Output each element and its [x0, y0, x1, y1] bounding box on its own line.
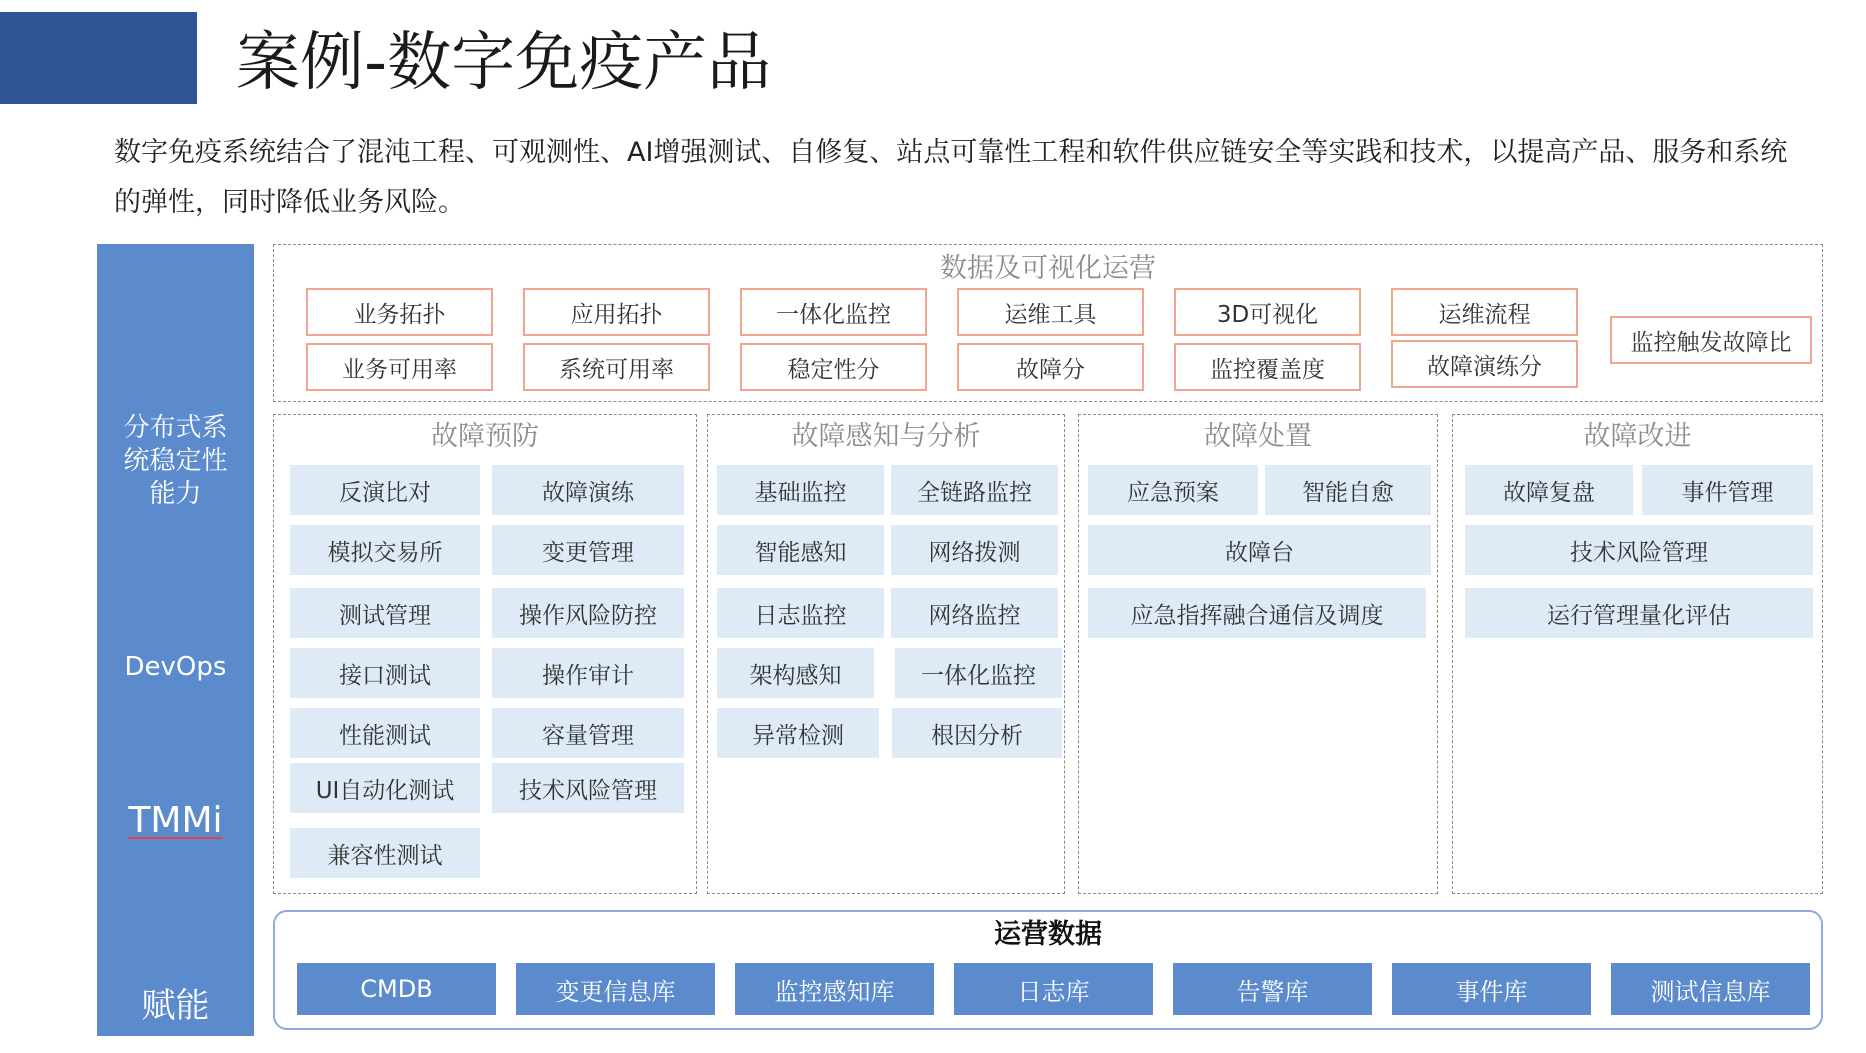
prevention-item: 容量管理 — [492, 708, 684, 758]
perception-item: 日志监控 — [717, 588, 884, 638]
page-title: 案例-数字免疫产品 — [236, 26, 772, 100]
visual-item: 业务拓扑 — [306, 288, 493, 336]
prevention-item: 变更管理 — [492, 525, 684, 575]
visual-item: 一体化监控 — [740, 288, 927, 336]
ops-data-item: CMDB — [297, 963, 496, 1015]
improvement-item: 技术风险管理 — [1465, 525, 1813, 575]
ops-data-item: 事件库 — [1392, 963, 1591, 1015]
perception-item: 网络监控 — [891, 588, 1058, 638]
header-accent-block — [0, 12, 197, 104]
improvement-item: 运行管理量化评估 — [1465, 588, 1813, 638]
sidebar-devops: DevOps — [124, 652, 227, 682]
prevention-item: 故障演练 — [492, 465, 684, 515]
ops-data-item: 测试信息库 — [1611, 963, 1810, 1015]
prevention-title: 故障预防 — [431, 421, 539, 452]
prevention-item: 操作风险防控 — [492, 588, 684, 638]
prevention-item: 模拟交易所 — [290, 525, 480, 575]
ops-data-title: 运营数据 — [994, 919, 1102, 950]
visual-item: 应用拓扑 — [523, 288, 710, 336]
improvement-title: 故障改进 — [1583, 421, 1692, 452]
perception-item: 一体化监控 — [895, 648, 1062, 698]
handling-item: 应急指挥融合通信及调度 — [1088, 588, 1426, 638]
sidebar-stability: 分布式系统稳定性能力 — [123, 413, 228, 509]
prevention-item: 技术风险管理 — [492, 763, 684, 813]
ops-data-item: 监控感知库 — [735, 963, 934, 1015]
perception-item: 异常检测 — [717, 708, 879, 758]
left-sidebar — [97, 244, 254, 1036]
visual-item: 监控触发故障比 — [1610, 316, 1812, 364]
visual-item: 3D可视化 — [1174, 288, 1361, 336]
ops-data-item: 变更信息库 — [516, 963, 715, 1015]
visual-item: 稳定性分 — [740, 343, 927, 391]
perception-item: 智能感知 — [717, 525, 884, 575]
ops-data-item: 日志库 — [954, 963, 1153, 1015]
visual-item: 运维工具 — [957, 288, 1144, 336]
prevention-item: 反演比对 — [290, 465, 480, 515]
handling-title: 故障处置 — [1204, 421, 1312, 452]
visual-item: 故障分 — [957, 343, 1144, 391]
prevention-item: 操作审计 — [492, 648, 684, 698]
visual-item: 系统可用率 — [523, 343, 710, 391]
perception-item: 网络拨测 — [891, 525, 1058, 575]
perception-item: 架构感知 — [717, 648, 874, 698]
prevention-item: 兼容性测试 — [290, 828, 480, 878]
handling-item: 智能自愈 — [1265, 465, 1431, 515]
prevention-item: 测试管理 — [290, 588, 480, 638]
prevention-item: 性能测试 — [290, 708, 480, 758]
perception-item: 根因分析 — [892, 708, 1062, 758]
perception-item: 基础监控 — [717, 465, 884, 515]
sidebar-enable: 赋能 — [141, 986, 210, 1026]
visual-ops-title: 数据及可视化运营 — [940, 253, 1156, 284]
perception-title: 故障感知与分析 — [791, 421, 981, 452]
handling-item: 故障台 — [1088, 525, 1431, 575]
sidebar-tmmi: TMMi — [128, 800, 223, 841]
prevention-item: 接口测试 — [290, 648, 480, 698]
improvement-item: 故障复盘 — [1465, 465, 1633, 515]
handling-item: 应急预案 — [1088, 465, 1258, 515]
visual-item: 故障演练分 — [1391, 340, 1578, 388]
visual-item: 业务可用率 — [306, 343, 493, 391]
visual-item: 运维流程 — [1391, 288, 1578, 336]
prevention-item: UI自动化测试 — [290, 763, 480, 813]
visual-item: 监控覆盖度 — [1174, 343, 1361, 391]
improvement-item: 事件管理 — [1642, 465, 1813, 515]
page-description: 数字免疫系统结合了混沌工程、可观测性、AI增强测试、自修复、站点可靠性工程和软件供应链安全等实践和技术，以提高产品、服务和系统的弹性，同时降低业务风险。 — [114, 137, 1788, 218]
ops-data-item: 告警库 — [1173, 963, 1372, 1015]
perception-item: 全链路监控 — [891, 465, 1058, 515]
